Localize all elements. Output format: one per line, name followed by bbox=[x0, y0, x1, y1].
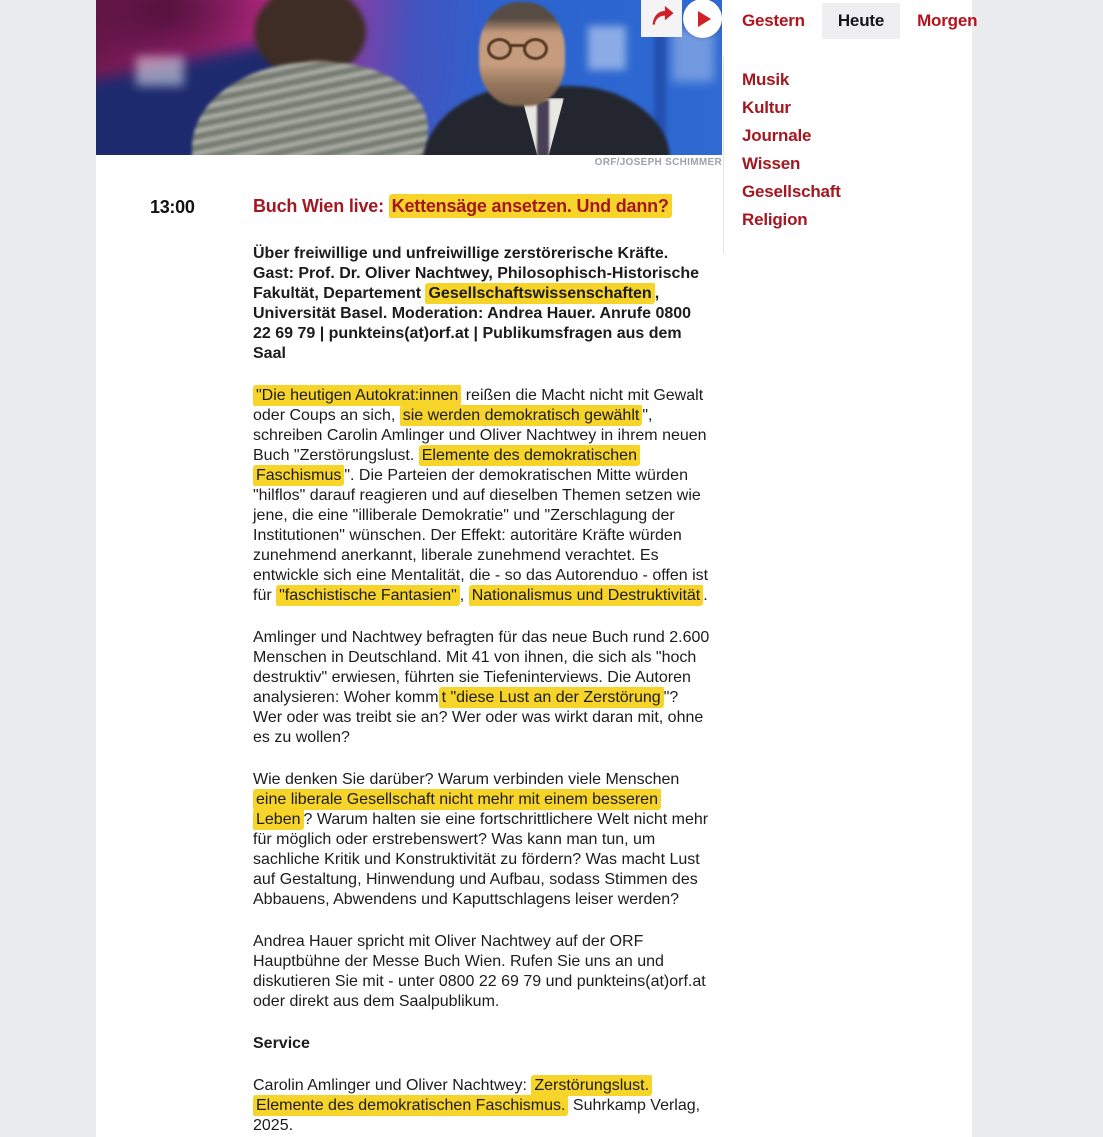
text: , bbox=[459, 587, 469, 604]
text: Amlinger und Nachtwey befragten für das neue Buch rund 2.600 Menschen in Deutschland. Mit 41 von ihnen, die sich als "hoch destruktiv" erwiesen, führten sie Tiefeninterviews. Die Autoren analysieren: Woher komm bbox=[253, 629, 710, 706]
photo-speaker-glasses bbox=[485, 38, 565, 64]
text: ? Warum halten sie eine fortschrittlichere Welt nicht mehr für möglich oder erstrebenswert? Was kann man tun, um sachliche Kritik und Konstruktivität zu fördern? Was macht Lust auf Gestaltung, Hinwendung und Aufbau, sodass Stimmen des Abbauens, Abwendens und Kaputtschlagens leiser werden? bbox=[253, 811, 709, 908]
highlighted-text: "faschistische Fantasien" bbox=[276, 585, 460, 606]
article bbox=[253, 195, 710, 1136]
photo-blurred-logo bbox=[136, 56, 184, 86]
share-button[interactable] bbox=[641, 0, 682, 37]
highlighted-text: Elemente des demokratischen Faschismus. bbox=[253, 1095, 568, 1116]
text: ". Die Parteien der demokratischen Mitte würden "hilflos" darauf reagieren und auf dieselben Themen setzen wie jene, die eine "illiberale Demokratie" und "Zerschlagung der Institutionen" wünschen. Der Effekt: autoritäre Kräfte würden zunehmend anerkannt, liberale zunehmend verachtet. Es entwickle sich eine Mentalität, die - so das Autorenduo - offen ist für bbox=[253, 467, 709, 604]
sidebar-item-journale[interactable]: Journale bbox=[742, 126, 812, 145]
content-canvas bbox=[96, 0, 978, 1137]
category-nav bbox=[742, 66, 972, 234]
text: Carolin Amlinger und Oliver Nachtwey: bbox=[253, 1077, 532, 1094]
broadcast-time: 13:00 bbox=[150, 197, 195, 217]
tab-gestern[interactable]: Gestern bbox=[742, 11, 805, 30]
highlighted-text: t "diese Lust an der Zerstörung bbox=[439, 687, 664, 708]
day-tabs bbox=[742, 0, 978, 42]
sidebar-divider bbox=[723, 57, 724, 254]
program-photo bbox=[96, 0, 722, 155]
text: . bbox=[703, 587, 708, 604]
program-paragraph bbox=[253, 386, 710, 606]
text: Andrea Hauer spricht mit Oliver Nachtwey auf der ORF Hauptbühne der Messe Buch Wien. Rufen Sie uns an und diskutieren Sie mit - unter 0800 22 69 79 und punkteins(at)orf.at oder direkt aus dem Saalpublikum. bbox=[253, 933, 706, 1010]
program-paragraph bbox=[253, 770, 710, 910]
sidebar-item-gesellschaft[interactable]: Gesellschaft bbox=[742, 182, 841, 201]
highlighted-text: "Die heutigen Autokrat:innen bbox=[253, 385, 461, 406]
photo-credit: ORF/JOSEPH SCHIMMER bbox=[594, 157, 722, 168]
photo-speaker-tie bbox=[537, 100, 549, 155]
share-arrow-icon bbox=[647, 3, 677, 34]
program-lead bbox=[253, 244, 710, 364]
service-label: Service bbox=[253, 1035, 310, 1052]
tab-heute[interactable]: Heute bbox=[822, 3, 900, 39]
highlighted-text: Kettensäge ansetzen. Und dann? bbox=[389, 194, 672, 218]
photo-blurred-logo bbox=[588, 26, 626, 70]
sidebar bbox=[742, 0, 978, 234]
highlighted-text: Nationalismus und Destruktivität bbox=[469, 585, 704, 606]
play-icon bbox=[698, 11, 711, 27]
tab-morgen[interactable]: Morgen bbox=[917, 11, 978, 30]
sidebar-item-musik[interactable]: Musik bbox=[742, 70, 790, 89]
article-paragraphs bbox=[253, 386, 710, 1012]
service-text bbox=[253, 1076, 710, 1136]
text: reißen die Macht nicht mit Gewalt oder Coups an sich, bbox=[253, 387, 704, 424]
program-paragraph bbox=[253, 628, 710, 748]
text: ", schreiben Carolin Amlinger und Oliver Nachtwey in ihrem neuen Buch "Zerstörungslust. bbox=[253, 407, 707, 464]
text: Suhrkamp Verlag, 2025. bbox=[253, 1097, 701, 1134]
sidebar-item-kultur[interactable]: Kultur bbox=[742, 98, 791, 117]
program-title bbox=[253, 195, 710, 218]
text: "? Wer oder was treibt sie an? Wer oder was wirkt daran mit, ohne es zu wollen? bbox=[253, 689, 704, 746]
highlighted-text: Gesellschaftswissenschaften bbox=[425, 283, 654, 304]
highlighted-text: sie werden demokratisch gewählt bbox=[400, 405, 643, 426]
sidebar-item-wissen[interactable]: Wissen bbox=[742, 154, 801, 173]
text: Über freiwillige und unfreiwillige zerstörerische Kräfte. Gast: Prof. Dr. Oliver Nachtwey, Philosophisch-Historische Fakultät, Departement bbox=[253, 245, 700, 302]
text: Buch Wien live: bbox=[253, 196, 389, 216]
play-button[interactable] bbox=[683, 0, 722, 38]
sidebar-item-religion[interactable]: Religion bbox=[742, 210, 808, 229]
highlighted-text: Elemente des demokratischen Faschismus bbox=[253, 445, 640, 486]
highlighted-text: Zerstörungslust. bbox=[531, 1075, 652, 1096]
text: , Universität Basel. Moderation: Andrea Hauer. Anrufe 0800 22 69 79 | punkteins(at)orf.at | Publikumsfragen aus dem Saal bbox=[253, 285, 692, 362]
program-paragraph bbox=[253, 932, 710, 1012]
highlighted-text: eine liberale Gesellschaft nicht mehr mit einem besseren Leben bbox=[253, 789, 661, 830]
text: Wie denken Sie darüber? Warum verbinden viele Menschen bbox=[253, 771, 680, 788]
